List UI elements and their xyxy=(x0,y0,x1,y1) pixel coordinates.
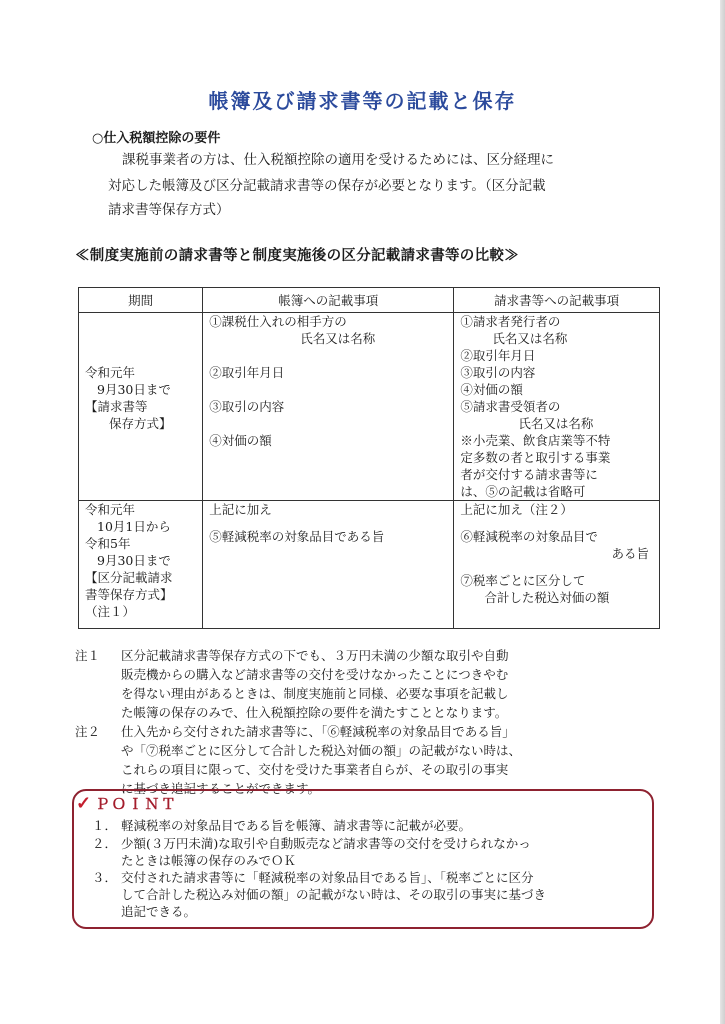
row2-invoice-line: ⑦税率ごとに区分して xyxy=(460,573,586,588)
row2-invoice-line: 合計した税込対価の額 xyxy=(484,590,610,605)
point-item-1-line: 軽減税率の対象品目である旨を帳簿、請求書等に記載が必要。 xyxy=(121,818,472,833)
table-row-after xyxy=(79,501,660,629)
header-period: 期間 xyxy=(79,288,203,313)
point-label: ＰＯＩＮＴ xyxy=(95,796,178,813)
note-2-line: に基づき追記することができます。 xyxy=(121,781,321,796)
point-item-3-line: して合計した税込み対価の額」の記載がない時は、その取引の事実に基づき xyxy=(121,887,547,902)
row2-invoice-line: ⑥軽減税率の対象品目で xyxy=(460,529,598,544)
row1-book-line: ②取引年月日 xyxy=(209,365,285,380)
row1-book-line: 氏名又は名称 xyxy=(300,331,376,346)
row1-book-line: ④対価の額 xyxy=(209,433,272,448)
requirement-line-1: 課税事業者の方は、仕入税額控除の適用を受けるためには、区分経理に xyxy=(122,152,554,168)
row1-invoice-line: は、⑤の記載は省略可 xyxy=(460,484,586,499)
row1-invoice-line: ④対価の額 xyxy=(460,382,523,397)
page-title: 帳簿及び請求書等の記載と保存 xyxy=(208,89,517,113)
row1-period-line: 【請求書等 xyxy=(85,399,148,414)
comparison-table xyxy=(78,287,660,629)
page-edge-shadow xyxy=(720,0,725,1024)
row1-invoice-cell xyxy=(454,313,660,501)
row1-period-line: 9月30日まで xyxy=(97,382,171,397)
table-header-row xyxy=(79,288,660,313)
header-invoice: 請求書等への記載事項 xyxy=(454,288,660,313)
row2-period-line: 書等保存方式】 xyxy=(85,587,173,602)
row1-invoice-line: 者が交付する請求書等に xyxy=(460,467,598,482)
point-item-1-number: １． xyxy=(92,818,118,833)
row1-book-cell xyxy=(203,313,454,501)
note-1-label: 注１ xyxy=(75,648,101,663)
note-1-line: を得ない理由があるときは、制度実施前と同様、必要な事項を記載し xyxy=(121,686,509,701)
row2-period-line: 【区分記載請求 xyxy=(85,570,173,585)
row2-invoice-cell xyxy=(454,501,660,629)
row2-period-line: 10月1日から xyxy=(97,519,171,534)
row2-invoice-line: ある旨 xyxy=(611,546,649,561)
row1-period-cell xyxy=(79,313,203,501)
row2-period-line: （注１） xyxy=(85,604,136,619)
note-2-line: や「⑦税率ごとに区分して合計した税込対価の額」の記載がない時は、 xyxy=(121,743,522,758)
row1-invoice-line: ※小売業、飲食店業等不特 xyxy=(460,433,611,448)
row2-book-line: ⑤軽減税率の対象品目である旨 xyxy=(209,529,385,544)
note-1-line: 区分記載請求書等保存方式の下でも、３万円未満の少額な取引や自動 xyxy=(121,648,509,663)
row1-invoice-line: ②取引年月日 xyxy=(460,348,536,363)
point-item-2-line: たときは帳簿の保存のみでＯＫ xyxy=(121,853,297,868)
requirement-line-3: 請求書等保存方式） xyxy=(108,202,230,218)
checkmark-icon: ✓ xyxy=(76,793,94,814)
row1-book-line: ③取引の内容 xyxy=(209,399,285,414)
note-2-line: これらの項目に限って、交付を受けた事業者自らが、その取引の事実 xyxy=(121,762,509,777)
requirement-line-2: 対応した帳簿及び区分記載請求書等の保存が必要となります。（区分記載 xyxy=(108,178,546,194)
note-1-line: 販売機からの購入など請求書等の交付を受けなかったことにつきやむ xyxy=(121,667,509,682)
row1-invoice-line: ⑤請求書受領者の xyxy=(460,399,561,414)
row1-book-line: ①課税仕入れの相手方の xyxy=(209,314,347,329)
requirement-heading: ○仕入税額控除の要件 xyxy=(92,131,221,146)
row1-invoice-line: 氏名又は名称 xyxy=(492,331,568,346)
row2-period-cell xyxy=(79,501,203,629)
row1-invoice-line: ③取引の内容 xyxy=(460,365,536,380)
row2-book-cell xyxy=(203,501,454,629)
row2-period-line: 令和5年 xyxy=(85,536,131,551)
row2-period-line: 9月30日まで xyxy=(97,553,171,568)
note-2-line: 仕入先から交付された請求書等に、「⑥軽減税率の対象品目である旨」 xyxy=(121,724,515,739)
point-item-2-number: ２． xyxy=(92,836,118,851)
row1-period-line: 令和元年 xyxy=(85,365,136,380)
row1-period-line: 保存方式】 xyxy=(109,416,172,431)
row2-invoice-line: 上記に加え（注２） xyxy=(460,502,573,517)
point-item-3-number: ３． xyxy=(92,870,118,885)
comparison-heading: ≪制度実施前の請求書等と制度実施後の区分記載請求書等の比較≫ xyxy=(75,247,519,264)
row1-invoice-line: 氏名又は名称 xyxy=(518,416,594,431)
point-heading xyxy=(76,793,178,814)
header-book: 帳簿への記載事項 xyxy=(203,288,454,313)
table-row-before xyxy=(79,313,660,501)
row1-invoice-line: 定多数の者と取引する事業 xyxy=(460,450,611,465)
point-item-2-line: 少額(３万円未満)な取引や自動販売など請求書等の交付を受けられなかっ xyxy=(121,836,531,851)
point-item-3-line: 交付された請求書等に「軽減税率の対象品目である旨」、「税率ごとに区分 xyxy=(121,870,534,885)
row2-period-line: 令和元年 xyxy=(85,502,136,517)
row1-invoice-line: ①請求者発行者の xyxy=(460,314,561,329)
note-2-label: 注２ xyxy=(75,724,101,739)
row2-book-line: 上記に加え xyxy=(209,502,272,517)
point-item-3-line: 追記できる。 xyxy=(121,904,197,919)
note-1-line: た帳簿の保存のみで、仕入税額控除の要件を満たすこととなります。 xyxy=(121,705,508,720)
